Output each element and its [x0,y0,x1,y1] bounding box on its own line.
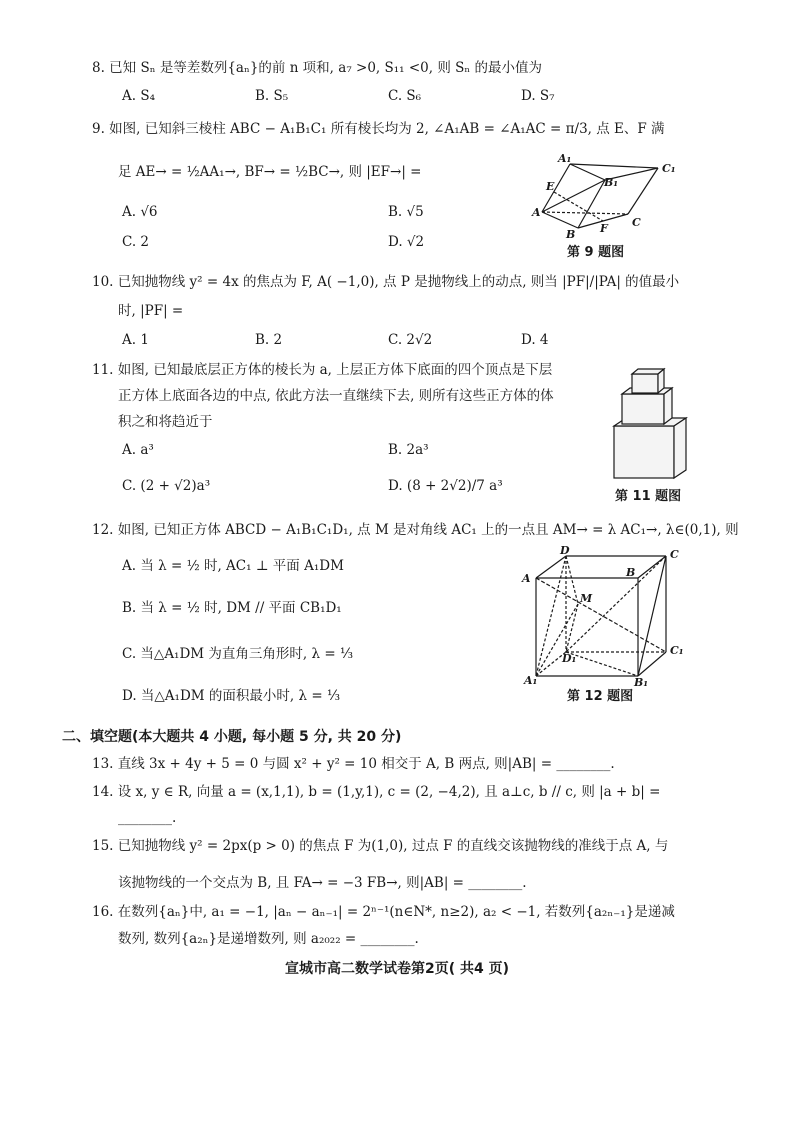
q9-label-f: F [600,222,608,235]
q9-option-b: B. √5 [388,204,424,220]
q12-label-c: C [670,548,679,561]
q12-label-a: A [522,572,531,585]
q12-label-b1: B₁ [634,676,649,689]
q10-option-d: D. 4 [521,332,549,348]
q9-label-a1: A₁ [558,152,572,165]
q8-option-b: B. S₅ [255,88,289,104]
q9-label-c: C [632,216,641,229]
q11-stem-line2: 正方体上底面各边的中点, 依此方法一直继续下去, 则所有这些正方体的体 [118,388,554,404]
q8-option-d: D. S₇ [521,88,555,104]
q10-option-a: A. 1 [122,332,149,348]
q12-label-b: B [626,566,636,579]
q9-prism-figure [530,150,690,240]
q10-option-c: C. 2√2 [388,332,433,348]
q9-label-b1: B₁ [604,176,619,189]
q11-option-b: B. 2a³ [388,442,429,458]
q12-label-m: M [580,592,593,605]
q10-stem-line2: 时, |PF| = [118,303,184,319]
q11-caption: 第 11 题图 [615,489,682,504]
q9-label-c1: C₁ [662,162,676,175]
page-footer: 宣城市高二数学试卷第2页( 共4 页) [284,961,510,977]
q11-cube-stack-figure [608,364,688,484]
q12-label-d1: D₁ [562,652,577,665]
q12-stem: 12. 如图, 已知正方体 ABCD − A₁B₁C₁D₁, 点 M 是对角线 AC₁ 上的一点且 AM→ = λ AC₁→, λ∈(0,1), 则 [92,522,739,538]
q9-stem-line2: 足 AE→ = ½AA₁→, BF→ = ½BC→, 则 |EF→| = [118,164,422,180]
q16-stem-line1: 16. 在数列{aₙ}中, a₁ = −1, |aₙ − aₙ₋₁| = 2ⁿ⁻¹(n∈N*, n≥2), a₂ < −1, 若数列{a₂ₙ₋₁}是递减 [92,904,675,920]
q16-stem-line2: 数列, 数列{a₂ₙ}是递增数列, 则 a₂₀₂₂ = ________. [118,931,419,947]
q11-option-d: D. (8 + 2√2)/7 a³ [388,478,503,494]
q15-stem-line1: 15. 已知抛物线 y² = 2px(p > 0) 的焦点 F 为(1,0), 过点 F 的直线交该抛物线的准线于点 A, 与 [92,838,669,854]
q9-label-e: E [546,180,555,193]
q11-stem-line1: 11. 如图, 已知最底层正方体的棱长为 a, 上层正方体下底面的四个顶点是下层 [92,362,553,378]
q12-cube-figure [520,544,690,689]
q11-option-a: A. a³ [122,442,154,458]
q8-option-a: A. S₄ [122,88,155,104]
q11-option-c: C. (2 + √2)a³ [122,478,211,494]
q12-option-b: B. 当 λ = ½ 时, DM // 平面 CB₁D₁ [122,600,342,616]
q9-label-a: A [532,206,541,219]
section2-title: 二、填空题(本大题共 4 小题, 每小题 5 分, 共 20 分) [62,729,402,745]
q15-stem-line2: 该抛物线的一个交点为 B, 且 FA→ = −3 FB→, 则|AB| = ________. [118,875,527,891]
q9-option-a: A. √6 [122,204,158,220]
q9-stem-line1: 9. 如图, 已知斜三棱柱 ABC − A₁B₁C₁ 所有棱长均为 2, ∠A₁AB = ∠A₁AC = π/3, 点 E、F 满 [92,121,665,137]
q9-option-d: D. √2 [388,234,425,250]
q12-label-d: D [560,544,570,557]
q12-caption: 第 12 题图 [567,689,634,704]
q14-stem-line2: ________. [118,810,177,826]
q9-label-b: B [566,228,576,241]
q12-option-c: C. 当△A₁DM 为直角三角形时, λ = ⅓ [122,646,354,662]
q14-stem-line1: 14. 设 x, y ∈ R, 向量 a = (x,1,1), b = (1,y,1), c = (2, −4,2), 且 a⊥c, b // c, 则 |a + b| = [92,784,661,800]
q13-stem: 13. 直线 3x + 4y + 5 = 0 与圆 x² + y² = 10 相交于 A, B 两点, 则|AB| = ________. [92,756,615,772]
q10-option-b: B. 2 [255,332,283,348]
q8-stem: 8. 已知 Sₙ 是等差数列{aₙ}的前 n 项和, a₇ >0, S₁₁ <0, 则 Sₙ 的最小值为 [92,60,543,76]
q12-label-a1: A₁ [524,674,538,687]
q9-caption: 第 9 题图 [567,245,625,260]
q8-option-c: C. S₆ [388,88,422,104]
q11-stem-line3: 积之和将趋近于 [118,414,213,430]
q12-label-c1: C₁ [670,644,684,657]
q12-option-d: D. 当△A₁DM 的面积最小时, λ = ⅓ [122,688,341,704]
q12-option-a: A. 当 λ = ½ 时, AC₁ ⊥ 平面 A₁DM [122,558,344,574]
q9-option-c: C. 2 [122,234,150,250]
q10-stem-line1: 10. 已知抛物线 y² = 4x 的焦点为 F, A( −1,0), 点 P 是抛物线上的动点, 则当 |PF|/|PA| 的值最小 [92,274,680,290]
